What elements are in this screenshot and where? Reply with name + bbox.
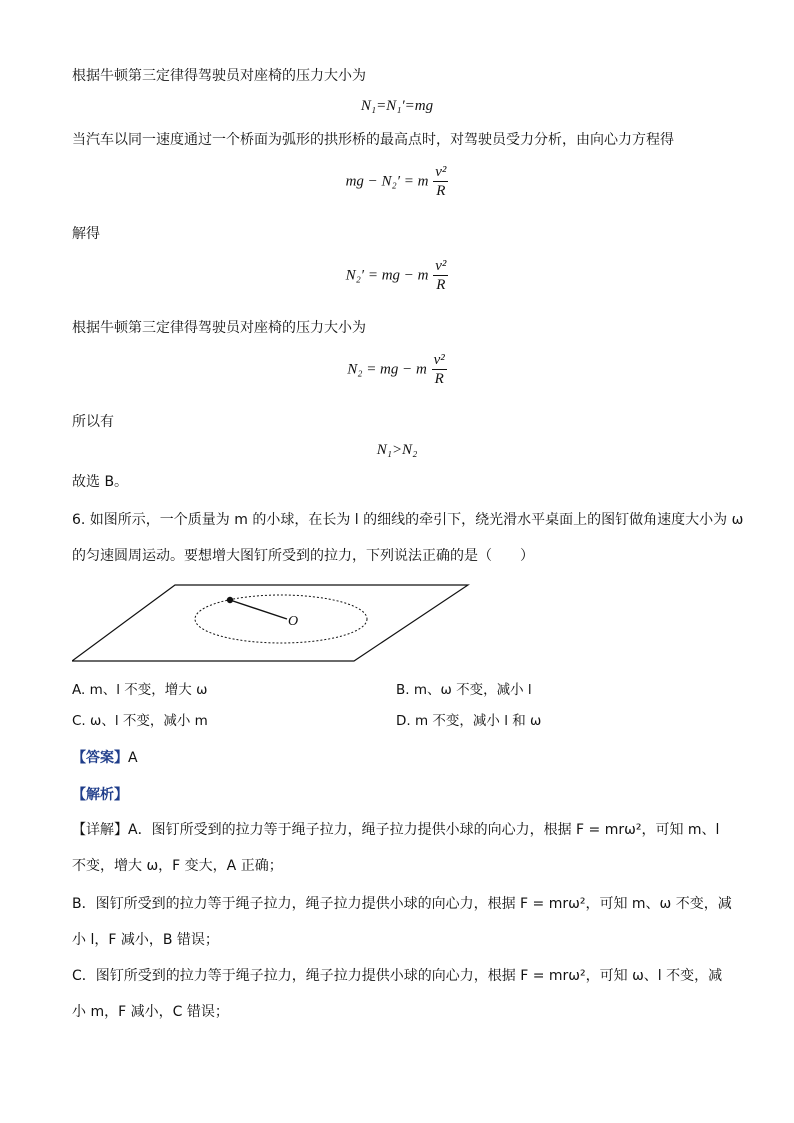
fraction-numerator: v² [433,352,445,368]
equation [0,352,794,388]
analysis-text: C．图钉所受到的拉力等于绳子拉力，绳子拉力提供小球的向心力，根据 F = mrω²，可知 ω、l 不变，减 [72,968,723,984]
option-d: D. m 不变，减小 l 和 ω [396,713,542,729]
fraction [433,258,448,294]
fraction-denominator: R [434,371,444,387]
equation-left: mg − N₂′ = m [345,173,429,190]
option-b: B. m、ω 不变，减小 l [396,682,532,698]
fraction-numerator: v² [435,164,447,180]
equation [0,164,794,200]
answer-tag: 【答案】 [72,750,128,766]
analysis-text: 【详解】A．图钉所受到的拉力等于绳子拉力，绳子拉力提供小球的向心力，根据 F = mrω²，可知 m、l [72,822,720,838]
analysis-text: 小 m，F 减小，C 错误； [72,1004,229,1020]
circular-motion-diagram [72,578,472,664]
fraction-numerator: v² [435,258,447,274]
text-line: 故选 B。 [72,474,129,490]
equation-left: N₂ = mg − m [347,361,427,378]
option-c: C. ω、l 不变，减小 m [72,713,208,729]
ball [227,597,233,603]
fraction [433,164,448,200]
option-a: A. m、l 不变，增大 ω [72,682,208,698]
text-line: 根据牛顿第三定律得驾驶员对座椅的压力大小为 [72,68,366,84]
analysis-tag: 【解析】 [72,787,128,803]
equation [0,258,794,294]
question-text: 的匀速圆周运动。要想增大图钉所受到的拉力，下列说法正确的是（ ） [72,548,534,564]
equation-left: N₂′ = mg − m [345,267,429,284]
equation: N₁>N₂ [376,442,418,458]
text-line: 解得 [72,226,100,242]
analysis-text: 不变，增大 ω，F 变大，A 正确； [72,858,283,874]
answer-line [72,748,138,768]
table-surface [72,585,468,661]
text-line: 根据牛顿第三定律得驾驶员对座椅的压力大小为 [72,320,366,336]
answer-value: A [128,750,138,766]
center-label: O [288,614,299,629]
analysis-text: 小 l，F 减小，B 错误； [72,932,219,948]
circular-path [195,595,367,643]
equation: N₁=N₁′=mg [360,98,434,114]
fraction [432,352,447,388]
analysis-text: B．图钉所受到的拉力等于绳子拉力，绳子拉力提供小球的向心力，根据 F = mrω²，可知 m、ω 不变，减 [72,896,732,912]
fraction-denominator: R [436,183,446,199]
text-line: 所以有 [72,414,114,430]
text-line: 当汽车以同一速度通过一个桥面为弧形的拱形桥的最高点时，对驾驶员受力分析，由向心力方程得 [72,132,674,148]
question-text: 6. 如图所示，一个质量为 m 的小球，在长为 l 的细线的牵引下，绕光滑水平桌面上的图钉做角速度大小为 ω [72,512,744,528]
string-line [230,600,287,619]
fraction-denominator: R [436,277,446,293]
